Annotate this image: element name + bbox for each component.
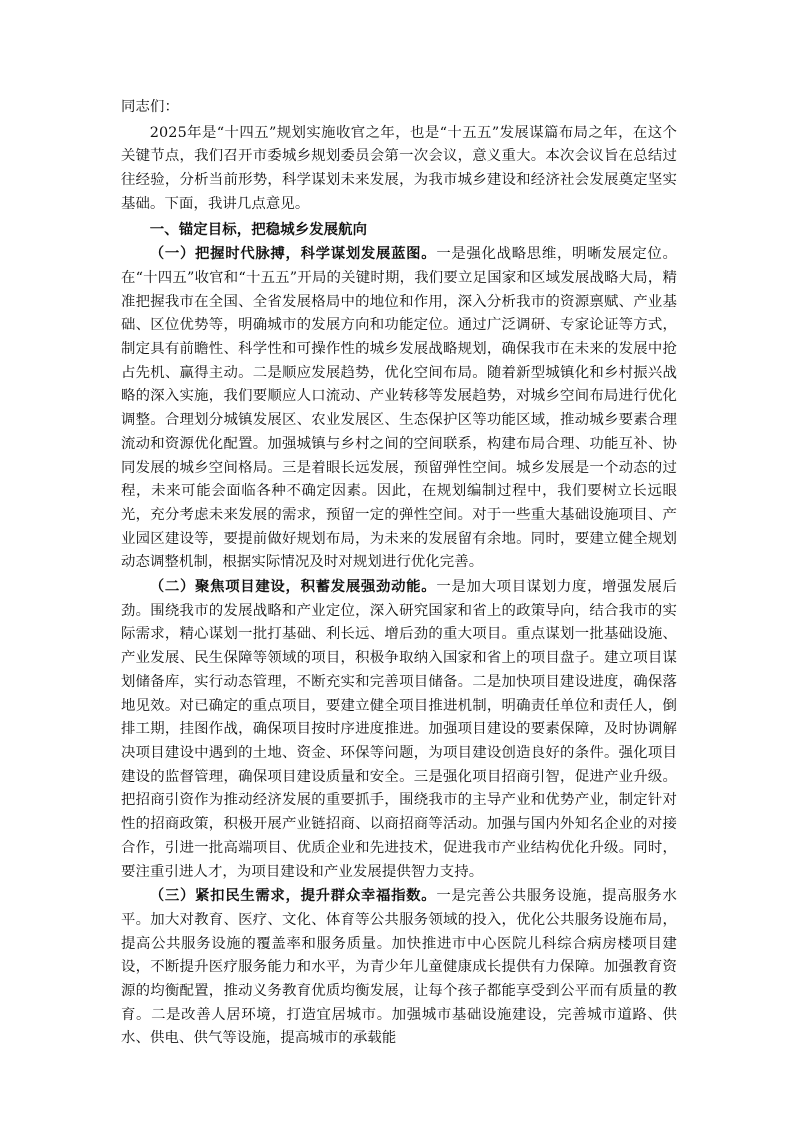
salutation: 同志们： xyxy=(121,99,179,115)
subsection-paragraph-1 xyxy=(121,242,677,575)
intro-paragraph: 2025年是“十四五”规划实施收官之年，也是“十五五”发展谋篇布局之年，在这个关键节点，我们召开市委城乡规划委员会第一次会议，意义重大。本次会议旨在总结过往经验，分析当前形势，科学谋划未来发展，为我市城乡建设和经济社会发展奠定坚实基础。下面，我讲几点意见。 xyxy=(121,124,677,212)
subsection-body-2: 一是加大项目谋划力度，增强发展后劲。围绕我市的发展战略和产业定位，深入研究国家和省上的政策导向，结合我市的实际需求，精心谋划一批打基础、利长远、增后劲的重大项目。重点谋划一批基础设施、产业发展、民生保障等领域的项目，积极争取纳入国家和省上的项目盘子。建立项目谋划储备库，实行动态管理，不断充实和完善项目储备。二是加快项目建设进度，确保落地见效。对已确定的重点项目，要建立健全项目推进机制，明确责任单位和责任人，倒排工期，挂图作战，确保项目按时序进度推进。加强项目建设的要素保障，及时协调解决项目建设中遇到的土地、资金、环保等问题，为项目建设创造良好的条件。强化项目建设的监督管理，确保项目建设质量和安全。三是强化项目招商引智，促进产业升级。把招商引资作为推动经济发展的重要抓手，围绕我市的主导产业和优势产业，制定针对性的招商政策，积极开展产业链招商、以商招商等活动。加强与国内外知名企业的对接合作，引进一批高端项目、优质企业和先进技术，促进我市产业结构优化升级。同时，要注重引进人才，为项目建设和产业发展提供智力支持。 xyxy=(121,579,677,880)
subsection-paragraph-3 xyxy=(121,884,677,1051)
subsection-body-1: 一是强化战略思维，明晰发展定位。在“十四五”收官和“十五五”开局的关键时期，我们要立足国家和区域发展战略大局，精准把握我市在全国、全省发展格局中的地位和作用，深入分析我市的资源禀赋、产业基础、区位优势等，明确城市的发展方向和功能定位。通过广泛调研、专家论证等方式，制定具有前瞻性、科学性和可操作性的城乡发展战略规划，确保我市在未来的发展中抢占先机、赢得主动。二是顺应发展趋势，优化空间布局。随着新型城镇化和乡村振兴战略的深入实施，我们要顺应人口流动、产业转移等发展趋势，对城乡空间布局进行优化调整。合理划分城镇发展区、农业发展区、生态保护区等功能区域，推动城乡要素合理流动和资源优化配置。加强城镇与乡村之间的空间联系，构建布局合理、功能互补、协同发展的城乡空间格局。三是着眼长远发展，预留弹性空间。城乡发展是一个动态的过程，未来可能会面临各种不确定因素。因此，在规划编制过程中，我们要树立长远眼光，充分考虑未来发展的需求，预留一定的弹性空间。对于一些重大基础设施项目、产业园区建设等，要提前做好规划布局，为未来的发展留有余地。同时，要建立健全规划动态调整机制，根据实际情况及时对规划进行优化完善。 xyxy=(121,246,677,571)
subsection-lead-1: （一）把握时代脉搏，科学谋划发展蓝图。 xyxy=(149,245,437,263)
subsection-lead-2: （二）聚焦项目建设，积蓄发展强劲动能。 xyxy=(149,578,437,596)
section-heading-1: 一、锚定目标，把稳城乡发展航向 xyxy=(149,220,368,238)
subsection-paragraph-2 xyxy=(121,575,677,884)
subsection-lead-3: （三）紧扣民生需求，提升群众幸福指数。 xyxy=(149,887,437,905)
subsection-body-3: 一是完善公共服务设施，提高服务水平。加大对教育、医疗、文化、体育等公共服务领域的投入，优化公共服务设施布局，提高公共服务设施的覆盖率和服务质量。加快推进市中心医院儿科综合病房楼项目建设，不断提升医疗服务能力和水平，为青少年儿童健康成长提供有力保障。加强教育资源的均衡配置，推动义务教育优质均衡发展，让每个孩子都能享受到公平而有质量的教育。二是改善人居环境，打造宜居城市。加强城市基础设施建设，完善城市道路、供水、供电、供气等设施，提高城市的承载能 xyxy=(121,888,677,1047)
